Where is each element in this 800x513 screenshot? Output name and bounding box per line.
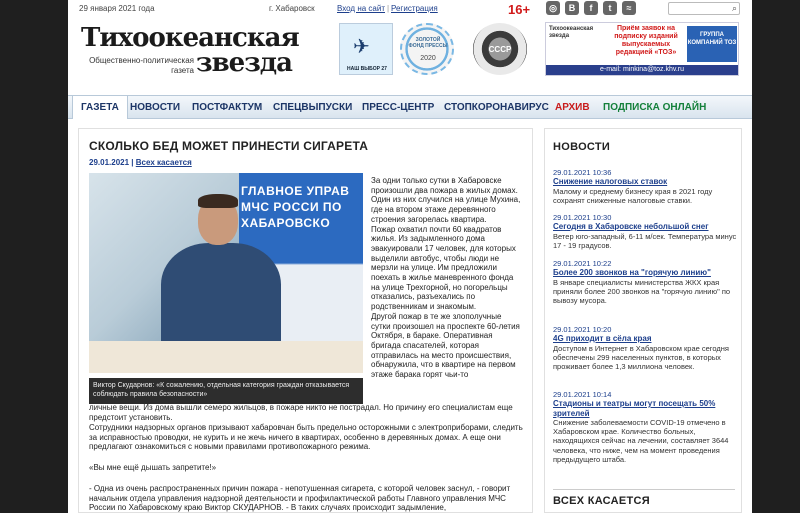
nav-specvypuski[interactable]: СПЕЦВЫПУСКИ [273, 102, 353, 113]
ad-email: e-mail: minkina@toz.khv.ru [546, 65, 738, 75]
article-photo [89, 173, 363, 373]
news-title-link[interactable]: 4G приходит в сёла края [553, 334, 652, 343]
news-date: 29.01.2021 10:20 [553, 325, 612, 334]
badge3-text: СССР [488, 45, 512, 54]
news-summary: Доступом в Интернет в Хабаровском крае сегодня обеспечены 299 населенных пунктов, в которых проживает более 1,3 миллиона человек. [553, 343, 729, 371]
sidebar-divider [553, 489, 735, 490]
news-date: 29.01.2021 10:22 [553, 259, 612, 268]
login-separator: | [387, 4, 390, 13]
badge2-text: ЗОЛОТОЙ ФОНД ПРЕССЫ [408, 37, 448, 49]
photo-sign-text: ГЛАВНОЕ УПРАВ МЧС РОССИ ПО ХАБАРОВСКО [241, 184, 350, 230]
nav-gazeta[interactable]: ГАЗЕТА [72, 95, 128, 119]
news-item [553, 325, 737, 371]
ussr-medal-badge[interactable] [473, 23, 527, 75]
nash-vybor-badge[interactable] [339, 23, 393, 75]
article-date: 29.01.2021 [89, 158, 130, 167]
badge1-caption: НАШ ВЫБОР 27 [347, 66, 387, 72]
news-title-link[interactable]: Более 200 звонков на "горячую линию" [553, 268, 711, 277]
nav-arhiv[interactable]: АРХИВ [555, 102, 590, 113]
photo-caption: Виктор Скударнов: «К сожалению, отдельная категория граждан отказывается соблюдать правила безопасности» [89, 378, 363, 404]
article-paragraph: Другой пожар в те же злополучные сутки произошел на проспекте 60-летия Октября, в бараке. Оперативная бригада спасателей, которая отправилась на место происшествия, обнаружила, что в квартире на первом этаже барака горят чьи-то [371, 311, 520, 380]
news-summary: Снижение заболеваемости COVID-19 отмечено в Хабаровском крае. Количество больных, находящихся сейчас на лечении, составляет 3644 человека, что ниже, чем на момент проведения предыдущего штаба. [553, 418, 729, 464]
article-category-link[interactable]: Всех касается [135, 158, 192, 167]
article-meta-sep: | [131, 158, 134, 167]
site-subtitle: Общественно-политическая газета [89, 56, 194, 75]
article-paragraph: Пожар охватил почти 60 квадратов жилья. Из задымленного дома эвакуировали 17 человек, для которых выделили автобус, чтобы люди не мерзли на улице. Им предложили поехать в жилье маневренного фонда на улице Трехгорной, но погорельцы отказались, разъехались по родственникам и знакомым. [371, 224, 516, 312]
sidebar-title: НОВОСТИ [553, 141, 611, 153]
golden-fund-badge[interactable] [400, 23, 454, 75]
news-item [553, 213, 737, 250]
jet-icon: ✈ [353, 36, 370, 58]
news-item [553, 259, 737, 305]
article-paragraph: - Одна из очень распространенных причин пожара - непотушенная сигарета, с которой человек заснул, - говорит начальник отдела управления надзорной деятельности и профилактической работы Главного управления МЧС России по Хабаровскому краю Виктор СКУДАРНОВ. - В таких случаях происходит задымление, [89, 484, 511, 513]
news-summary: Ветер юго-западный, 6-11 м/сек. Температура минус 17 - 19 градусов. [553, 231, 737, 250]
article-title: СКОЛЬКО БЕД МОЖЕТ ПРИНЕСТИ СИГАРЕТА [89, 139, 369, 153]
news-summary: Малому и среднему бизнесу края в 2021 году сохранят сниженные налоговые ставки. [553, 186, 713, 205]
news-item [553, 390, 737, 464]
facebook-icon[interactable]: f [584, 1, 598, 15]
news-date: 29.01.2021 10:30 [553, 213, 612, 222]
ad-company-logo: ГРУППА КОМПАНИЙ ТОЗ [687, 26, 737, 62]
instagram-icon[interactable]: ◎ [546, 1, 560, 15]
page [68, 0, 752, 513]
login-link[interactable]: Вход на сайт [337, 4, 385, 13]
nav-podpiska-online[interactable]: ПОДПИСКА ОНЛАЙН [603, 102, 707, 113]
current-date: 29 января 2021 года [79, 4, 155, 13]
sidebar-section-title: ВСЕХ КАСАЕТСЯ [553, 495, 651, 507]
age-rating: 16+ [508, 2, 531, 17]
vk-icon[interactable]: В [565, 1, 579, 15]
ad-headline: Приём заявок на подписку изданий выпускаемых редакцией «ТОЗ» [614, 25, 678, 56]
search-input[interactable] [668, 2, 740, 15]
city-label: г. Хабаровск [269, 4, 315, 13]
photo-desk [89, 341, 363, 373]
register-link[interactable]: Регистрация [391, 4, 438, 13]
ad-logo-text: Тихоокеанская звезда [549, 26, 594, 39]
nav-stopkoronavirus[interactable]: СТОПКОРОНАВИРУС [444, 102, 549, 113]
article-meta [89, 158, 192, 167]
nav-postfaktum[interactable]: ПОСТФАКТУМ [192, 102, 263, 113]
article-subheading: «Вы мне ещё дышать запретите!» [89, 463, 217, 472]
main-nav [68, 95, 752, 119]
site-logo-line1[interactable]: Тихоокеанская [81, 23, 299, 53]
site-logo-line2[interactable]: звезда [196, 48, 292, 78]
news-title-link[interactable]: Сегодня в Хабаровске небольшой снег [553, 222, 709, 231]
news-item [553, 168, 737, 205]
news-sidebar [544, 128, 742, 513]
subscription-banner[interactable] [545, 22, 739, 76]
search-icon[interactable]: ⌕ [731, 3, 737, 13]
news-date: 29.01.2021 10:14 [553, 390, 612, 399]
news-title-link[interactable]: Снижение налоговых ставок [553, 177, 668, 186]
article-paragraph: личные вещи. Из дома вышли семеро жильцов, в пожаре никто не пострадал. Но причину его специалистам еще предстоит установить. [89, 403, 513, 422]
rss-icon[interactable]: ≈ [622, 1, 636, 15]
badge2-year: 2020 [420, 55, 436, 62]
news-title-link[interactable]: Стадионы и театры могут посещать 50% зрителей [553, 399, 716, 418]
news-summary: В январе специалисты министерства ЖКХ края приняли более 200 звонков на "горячую линию" по вывозу мусора. [553, 277, 731, 305]
article [78, 128, 533, 513]
nav-novosti[interactable]: НОВОСТИ [130, 102, 181, 113]
nav-press-center[interactable]: ПРЕСС-ЦЕНТР [362, 102, 435, 113]
news-date: 29.01.2021 10:36 [553, 168, 612, 177]
article-text-column [371, 176, 521, 380]
top-bar [68, 0, 752, 18]
article-paragraph: Сотрудники надзорных органов призывают хабаровчан быть предельно осторожными с электроприборами, следить за исправностью проводки, не курить и не жечь ничего в квартирах, особенно в деревянных домах. А еще они предлагают ознакомиться с новыми правилами противопожарного режима. [89, 423, 523, 452]
article-paragraph: За одни только сутки в Хабаровске произошли два пожара в жилых домах. Один из них случился на улице Мухина, где на втором этаже деревянного строения загорелась квартира. [371, 176, 521, 224]
twitter-icon[interactable]: t [603, 1, 617, 15]
photo-person [161, 197, 281, 347]
